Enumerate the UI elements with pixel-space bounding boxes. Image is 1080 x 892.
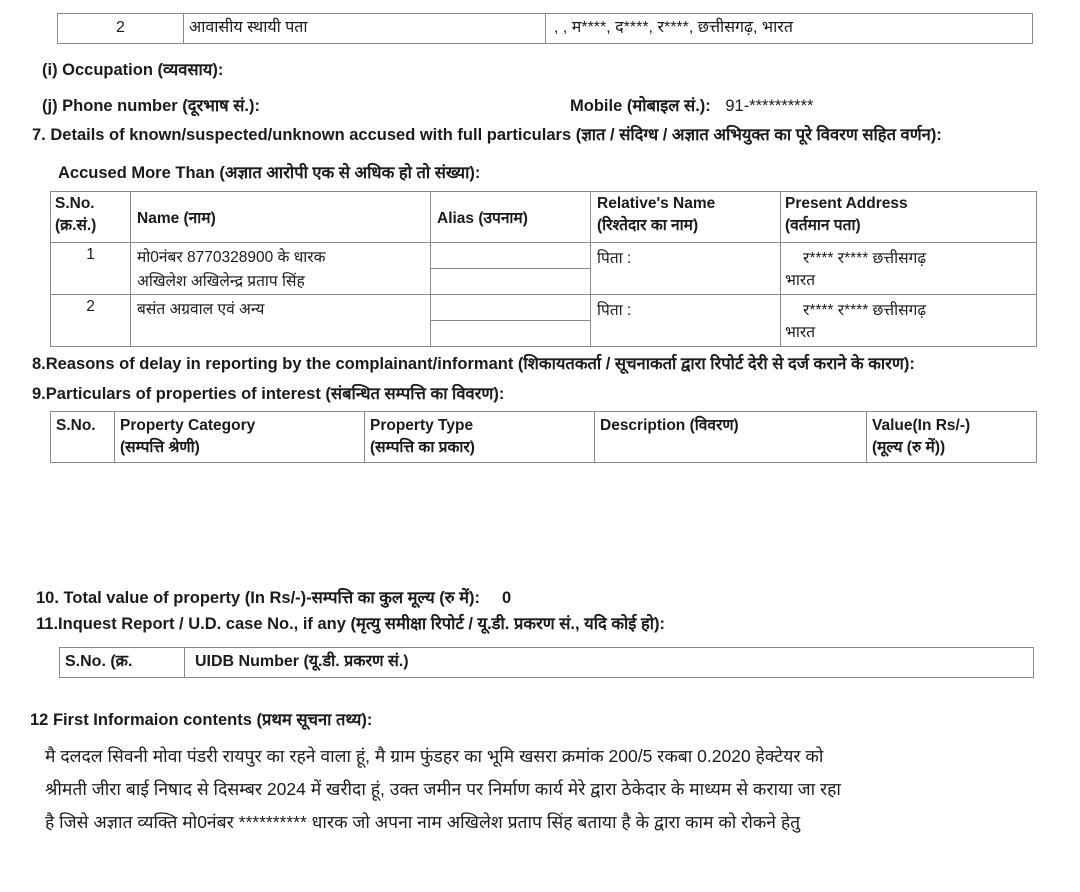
property-header-value-en: Value(In Rs/-) bbox=[872, 417, 971, 434]
uidb-header-sno: S.No. (क्र. bbox=[60, 648, 185, 677]
fir-contents-line-2: श्रीमती जीरा बाई निषाद से दिसम्बर 2024 में खरीदा हूं, उक्त जमीन पर निर्माण कार्य मेरे द्वारा ठेकेदार के माध्यम से कराया जा रहा bbox=[45, 779, 841, 799]
accused-1-address-line2: भारत bbox=[785, 272, 816, 289]
section-10-label: Total value of property (In Rs/-)-सम्पत्ति का कुल मूल्य (रु में): bbox=[63, 589, 481, 607]
section-7-heading bbox=[32, 124, 1032, 146]
accused-2-address bbox=[781, 295, 1036, 346]
header-address bbox=[781, 192, 1036, 242]
accused-row-2 bbox=[51, 294, 1036, 346]
property-header-value bbox=[867, 412, 1036, 462]
header-relative-hi: (रिश्तेदार का नाम) bbox=[597, 217, 699, 234]
section-8-title: Reasons of delay in reporting by the complainant/informant (शिकायतकर्ता / सूचनाकर्ता द्वारा रिपोर्ट देरी से दर्ज कराने के कारण): bbox=[45, 355, 915, 373]
accused-2-alias bbox=[431, 295, 591, 346]
header-sno-en: S.No. bbox=[55, 195, 95, 212]
mobile-label: Mobile (मोबाइल सं.): bbox=[570, 97, 711, 115]
accused-2-name bbox=[131, 295, 431, 346]
accused-2-alias-empty bbox=[431, 321, 590, 347]
section-10-heading bbox=[36, 587, 1036, 609]
accused-1-relative: पिता : bbox=[591, 243, 781, 294]
property-table bbox=[50, 411, 1037, 463]
section-12-heading bbox=[30, 709, 1030, 731]
address-row-label: आवासीय स्थायी पता bbox=[184, 14, 546, 43]
property-header-type-en: Property Type bbox=[370, 417, 474, 434]
address-table-row bbox=[57, 13, 1033, 44]
section-8-number: 8. bbox=[32, 355, 46, 373]
mobile-group bbox=[570, 93, 813, 116]
total-property-value: 0 bbox=[502, 589, 512, 607]
property-header-value-hi: (मूल्य (रु में)) bbox=[872, 439, 946, 456]
accused-2-address-line2: भारत bbox=[785, 324, 816, 341]
header-alias: Alias (उपनाम) bbox=[431, 192, 591, 242]
fir-contents-paragraph bbox=[45, 740, 1053, 839]
section-10-number: 10. bbox=[36, 589, 59, 607]
header-address-en: Present Address bbox=[785, 195, 908, 212]
header-relative bbox=[591, 192, 781, 242]
accused-table bbox=[50, 191, 1037, 347]
section-11-title: Inquest Report / U.D. case No., if any (मृत्यु समीक्षा रिपोर्ट / यू.डी. प्रकरण सं., यदि कोई हो): bbox=[58, 615, 666, 633]
accused-2-alias-value bbox=[431, 295, 590, 321]
section-7-number: 7. bbox=[32, 126, 46, 144]
header-name: Name (नाम) bbox=[131, 192, 431, 242]
section-11-heading bbox=[36, 613, 1036, 635]
accused-row-1 bbox=[51, 242, 1036, 294]
header-sno-hi: (क्र.सं.) bbox=[55, 217, 97, 234]
section-9-number: 9. bbox=[32, 385, 46, 403]
accused-1-sno: 1 bbox=[51, 243, 131, 294]
property-header-category bbox=[115, 412, 365, 462]
phone-row bbox=[42, 93, 1080, 116]
accused-1-address-line1: र**** र**** छत्तीसगढ़ bbox=[803, 250, 927, 267]
uidb-table bbox=[59, 647, 1034, 678]
accused-2-sno: 2 bbox=[51, 295, 131, 346]
accused-1-alias-value bbox=[431, 243, 590, 269]
address-row-serial: 2 bbox=[58, 14, 184, 43]
property-header-category-hi: (सम्पत्ति श्रेणी) bbox=[120, 439, 200, 456]
accused-2-name-line1: बसंत अग्रवाल एवं अन्य bbox=[137, 301, 265, 318]
section-9-title: Particulars of properties of interest (संबन्धित सम्पत्ति का विवरण): bbox=[45, 385, 505, 403]
occupation-label: (i) Occupation (व्यवसाय): bbox=[42, 61, 224, 79]
section-11-number: 11. bbox=[36, 615, 59, 633]
accused-more-than-label: Accused More Than (अज्ञात आरोपी एक से अधिक हो तो संख्या): bbox=[58, 164, 481, 182]
header-address-hi: (वर्तमान पता) bbox=[785, 217, 861, 234]
accused-1-name bbox=[131, 243, 431, 294]
mobile-value: 91-********** bbox=[725, 97, 814, 115]
property-header-sno: S.No. bbox=[51, 412, 115, 462]
uidb-header-number: UIDB Number (यू.डी. प्रकरण सं.) bbox=[195, 653, 409, 670]
header-sno bbox=[51, 192, 131, 242]
accused-1-address bbox=[781, 243, 1036, 294]
accused-table-header bbox=[51, 192, 1036, 242]
header-relative-en: Relative's Name bbox=[597, 195, 716, 212]
address-row-value: , , म****, द****, र****, छत्तीसगढ़, भारत bbox=[554, 19, 793, 36]
section-12-title: First Informaion contents (प्रथम सूचना तथ्य): bbox=[52, 711, 373, 729]
property-header-description: Description (विवरण) bbox=[595, 412, 867, 462]
accused-2-address-line1: र**** र**** छत्तीसगढ़ bbox=[803, 302, 927, 319]
accused-1-name-line2: अखिलेश अखिलेन्द्र प्रताप सिंह bbox=[137, 273, 305, 290]
section-7-title: Details of known/suspected/unknown accused with full particulars (ज्ञात / संदिग्ध / अज्ञात अभियुक्त का पूरे विवरण सहित वर्णन): bbox=[50, 126, 942, 144]
property-header-type bbox=[365, 412, 595, 462]
accused-2-relative: पिता : bbox=[591, 295, 781, 346]
accused-1-alias bbox=[431, 243, 591, 294]
fir-contents-line-1: मै दलदल सिवनी मोवा पंडरी रायपुर का रहने वाला हूं, मै ग्राम फुंडहर का भूमि खसरा क्रमांक 200/5 रकबा 0.2020 हेक्टेयर को bbox=[45, 746, 824, 766]
section-9-heading bbox=[32, 383, 1032, 405]
phone-label: (j) Phone number (दूरभाष सं.): bbox=[42, 97, 260, 115]
fir-contents-line-3: है जिसे अज्ञात व्यक्ति मो0नंबर ********** धारक जो अपना नाम अखिलेश प्रताप सिंह बताया है के द्वारा काम को रोकने हेतु bbox=[45, 812, 801, 832]
section-12-number: 12 bbox=[30, 711, 49, 729]
accused-1-alias-empty bbox=[431, 269, 590, 295]
section-8-heading bbox=[32, 353, 1032, 375]
property-header-type-hi: (सम्पत्ति का प्रकार) bbox=[370, 439, 475, 456]
accused-1-name-line1: मो0नंबर 8770328900 के धारक bbox=[137, 249, 326, 266]
property-header-category-en: Property Category bbox=[120, 417, 256, 434]
